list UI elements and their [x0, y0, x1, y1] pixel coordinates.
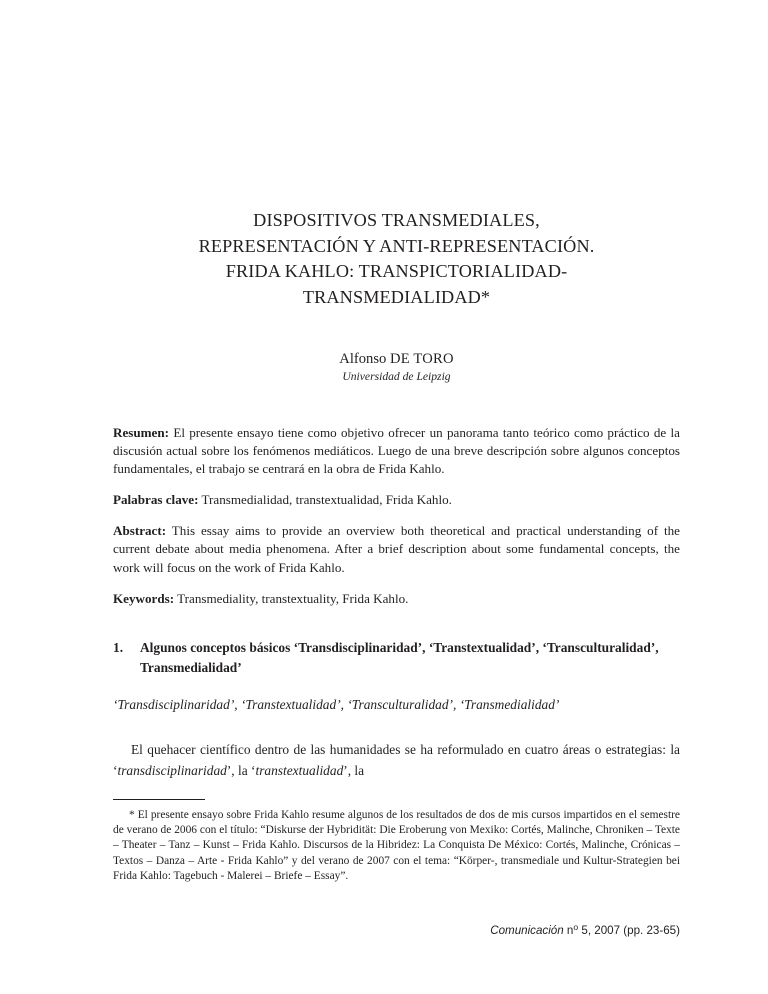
body-part-3: ’, la — [343, 762, 365, 778]
section-heading-1 — [113, 638, 680, 679]
author-first-name: Alfonso — [339, 351, 390, 367]
abstract-es-text: El presente ensayo tiene como objetivo ofrecer un panorama tanto teórico como práctico de la discusión actual sobre los fenómenos mediáticos. Luego de una breve descripción sobre algunos conceptos fundamentales, el trabajo se centrará en la obra de Frida Kahlo. — [113, 425, 680, 477]
concept-terms-line: ‘Transdisciplinaridad’, ‘Transtextualidad’, ‘Transculturalidad’, ‘Transmedialidad’ — [113, 697, 560, 712]
abstract-es — [113, 424, 680, 478]
title-line-1: DISPOSITIVOS TRANSMEDIALES, — [253, 210, 540, 230]
section-number: 1. — [113, 640, 124, 655]
issue-prefix: n — [563, 923, 574, 937]
footnote-body: El presente ensayo sobre Frida Kahlo resume algunos de los resultados de dos de mis cursos impartidos en el semestre de verano de 2006 con el título: “Diskurse der Hybridität: Die Eroberung von Mexiko: Cortés, Malinche, Chroniken – Texte – Theater – Tanz – Kunst – Frida Kahlo. Discursos de la Hibridez: La Conquista De México: Cortés, Malinche, Crónicas – Textos – Danza – Arte - Frida Kahlo” y del verano de 2007 con el tema: “Körper-, transmediale und Kultur-Strategien bei Frida Kahlo: Tagebuch - Malerei – Briefe – Essay”. — [113, 809, 680, 882]
keywords-es-text: Transmedialidad, transtextualidad, Frida Kahlo. — [198, 492, 452, 508]
body-part-1: El quehacer científico dentro de las humanidades se ha reformulado en cuatro áreas o estrategias: la ‘ — [113, 742, 680, 778]
keywords-en — [113, 590, 680, 608]
abstract-en-label: Abstract: — [113, 523, 167, 539]
abstract-es-label: Resumen: — [113, 425, 170, 440]
body-italic-1: transdisciplinaridad — [117, 762, 227, 778]
title-line-3: FRIDA KAHLO: TRANSPICTORIALIDAD- — [225, 261, 568, 281]
keywords-en-label: Keywords: — [113, 590, 175, 606]
keywords-es-label: Palabras clave: — [113, 492, 199, 508]
journal-name: Comunicación — [490, 923, 564, 937]
footnote-marker: * — [129, 809, 138, 821]
footnote-text — [113, 808, 680, 884]
author-last-name: DE TORO — [389, 351, 454, 367]
page-title — [113, 208, 680, 310]
footnote-separator-rule — [113, 799, 205, 800]
section-title: Algunos conceptos básicos ‘Transdisciplinaridad’, ‘Transtextualidad’, ‘Transculturalidad’, Transmedialidad’ — [140, 640, 659, 676]
page-footer — [113, 920, 680, 938]
author-block — [113, 350, 680, 385]
abstract-en — [113, 522, 680, 576]
abstract-en-text: This essay aims to provide an overview both theoretical and practical understanding of the current debate about media phenomena. After a brief description about some fundamental concepts, the work will focus on the work of Frida Kahlo. — [113, 523, 680, 575]
issue-details: 5, 2007 (pp. 23-65) — [578, 923, 680, 937]
keywords-en-text: Transmediality, transtextuality, Frida Kahlo. — [174, 590, 409, 606]
author-name — [113, 350, 680, 368]
author-affiliation: Universidad de Leipzig — [342, 370, 451, 383]
title-line-4: TRANSMEDIALIDAD* — [302, 286, 491, 307]
body-paragraph — [113, 740, 680, 781]
issue-ordinal-mark: o — [573, 922, 579, 932]
abstract-section — [113, 424, 680, 608]
body-italic-2: transtextualidad — [255, 762, 344, 778]
keywords-es — [113, 491, 680, 509]
title-line-2: REPRESENTACIÓN Y ANTI-REPRESENTACIÓN. — [198, 235, 595, 256]
body-part-2: ’, la ‘ — [226, 762, 256, 778]
